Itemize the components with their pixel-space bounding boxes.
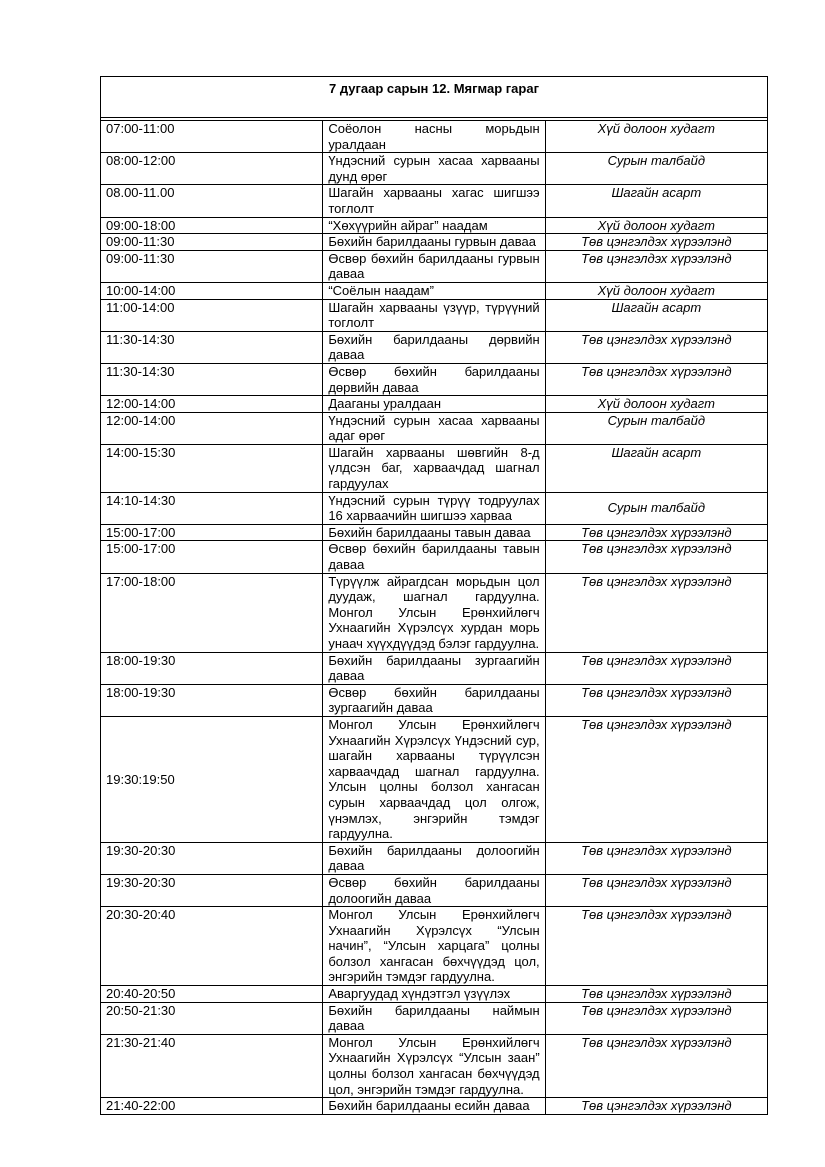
- location-cell: Төв цэнгэлдэх хүрээлэнд: [545, 1002, 767, 1034]
- time-cell: 20:30-20:40: [101, 907, 323, 986]
- time-cell: 10:00-14:00: [101, 282, 323, 299]
- location-cell: Хүй долоон худагт: [545, 396, 767, 413]
- event-cell: Өсвөр бөхийн барилдааны дөрвийн даваа: [323, 363, 545, 395]
- time-cell: 11:00-14:00: [101, 299, 323, 331]
- location-cell: Төв цэнгэлдэх хүрээлэнд: [545, 331, 767, 363]
- schedule-row: [101, 907, 768, 986]
- location-cell: Төв цэнгэлдэх хүрээлэнд: [545, 716, 767, 842]
- schedule-row: [101, 363, 768, 395]
- schedule-row: [101, 121, 768, 153]
- event-cell: Өсвөр бөхийн барилдааны долоогийн даваа: [323, 874, 545, 906]
- time-cell: 20:40-20:50: [101, 986, 323, 1003]
- event-cell: Өсвөр бөхийн барилдааны зургаагийн даваа: [323, 684, 545, 716]
- time-cell: 09:00-11:30: [101, 234, 323, 251]
- location-cell: Төв цэнгэлдэх хүрээлэнд: [545, 250, 767, 282]
- event-cell: Түрүүлж айрагдсан морьдын цол дуудаж, шагнал гардуулна. Монгол Улсын Ерөнхийлөгч Ухнаагийн Хүрэлсүх хурдан морь унаач хүүхдүүдэд бэлэг гардуулна.: [323, 573, 545, 652]
- event-cell: Үндэсний сурын хасаа харвааны дунд өрөг: [323, 153, 545, 185]
- event-cell: Монгол Улсын Ерөнхийлөгч Ухнаагийн Хүрэлсүх “Улсын заан” цолны болзол хангасан бөхчүүдэд цол, энгэрийн тэмдэг гардуулна.: [323, 1034, 545, 1097]
- time-cell: 12:00-14:00: [101, 396, 323, 413]
- time-cell: 09:00-18:00: [101, 217, 323, 234]
- schedule-row: [101, 573, 768, 652]
- location-cell: Төв цэнгэлдэх хүрээлэнд: [545, 1034, 767, 1097]
- event-cell: Бөхийн барилдааны долоогийн даваа: [323, 842, 545, 874]
- time-cell: 11:30-14:30: [101, 331, 323, 363]
- time-cell: 19:30-20:30: [101, 842, 323, 874]
- location-cell: Хүй долоон худагт: [545, 217, 767, 234]
- schedule-row: [101, 541, 768, 573]
- time-cell: 18:00-19:30: [101, 652, 323, 684]
- location-cell: Төв цэнгэлдэх хүрээлэнд: [545, 986, 767, 1003]
- schedule-row: [101, 652, 768, 684]
- time-cell: 21:40-22:00: [101, 1098, 323, 1115]
- schedule-row: [101, 874, 768, 906]
- event-cell: Үндэсний сурын хасаа харвааны адаг өрөг: [323, 412, 545, 444]
- time-cell: 19:30-20:30: [101, 874, 323, 906]
- event-cell: Шагайн харвааны үзүүр, түрүүний тоглолт: [323, 299, 545, 331]
- event-cell: Монгол Улсын Ерөнхийлөгч Ухнаагийн Хүрэлсүх Үндэсний сур, шагайн харвааны түрүүлсэн харваачдад шагнал гардуулна. Улсын цолны болзол хангасан сурын харваачдад цол олгож, үнэмлэх, энгэрийн тэмдэг гардуулна.: [323, 716, 545, 842]
- event-cell: Монгол Улсын Ерөнхийлөгч Ухнаагийн Хүрэлсүх “Улсын начин”, “Улсын харцага” цолны болзол хангасан бөхчүүдэд цол, энгэрийн тэмдэг гардуулна.: [323, 907, 545, 986]
- event-cell: Соёолон насны морьдын уралдаан: [323, 121, 545, 153]
- time-cell: 12:00-14:00: [101, 412, 323, 444]
- location-cell: Төв цэнгэлдэх хүрээлэнд: [545, 842, 767, 874]
- schedule-row: [101, 1098, 768, 1115]
- location-cell: Төв цэнгэлдэх хүрээлэнд: [545, 907, 767, 986]
- event-cell: Бөхийн барилдааны наймын даваа: [323, 1002, 545, 1034]
- schedule-row: [101, 234, 768, 251]
- location-cell: Төв цэнгэлдэх хүрээлэнд: [545, 874, 767, 906]
- location-cell: Шагайн асарт: [545, 185, 767, 217]
- time-cell: 11:30-14:30: [101, 363, 323, 395]
- event-cell: Шагайн харвааны шөвгийн 8-д үлдсэн баг, харваачдад шагнал гардуулах: [323, 444, 545, 492]
- schedule-row: [101, 412, 768, 444]
- time-cell: 20:50-21:30: [101, 1002, 323, 1034]
- schedule-row: [101, 282, 768, 299]
- location-cell: Хүй долоон худагт: [545, 121, 767, 153]
- time-cell: 14:00-15:30: [101, 444, 323, 492]
- event-cell: Бөхийн барилдааны зургаагийн даваа: [323, 652, 545, 684]
- schedule-row: [101, 684, 768, 716]
- schedule-row: [101, 1034, 768, 1097]
- schedule-row: [101, 217, 768, 234]
- schedule-row: [101, 396, 768, 413]
- location-cell: Шагайн асарт: [545, 444, 767, 492]
- event-cell: Үндэсний сурын түрүү тодруулах 16 харваачийн шигшээ харваа: [323, 492, 545, 524]
- schedule-row: [101, 1002, 768, 1034]
- heading-row: [101, 77, 768, 118]
- time-cell: 15:00-17:00: [101, 524, 323, 541]
- schedule-row: [101, 524, 768, 541]
- event-cell: Өсвөр бөхийн барилдааны гурвын даваа: [323, 250, 545, 282]
- time-cell: 19:30:19:50: [101, 716, 323, 842]
- location-cell: Хүй долоон худагт: [545, 282, 767, 299]
- schedule-page: [100, 76, 768, 1115]
- location-cell: Төв цэнгэлдэх хүрээлэнд: [545, 541, 767, 573]
- time-cell: 08.00-11.00: [101, 185, 323, 217]
- schedule-table: [100, 76, 768, 1115]
- event-cell: Өсвөр бөхийн барилдааны тавын даваа: [323, 541, 545, 573]
- time-cell: 18:00-19:30: [101, 684, 323, 716]
- event-cell: Бөхийн барилдааны гурвын даваа: [323, 234, 545, 251]
- time-cell: 09:00-11:30: [101, 250, 323, 282]
- location-cell: Төв цэнгэлдэх хүрээлэнд: [545, 524, 767, 541]
- schedule-row: [101, 842, 768, 874]
- schedule-row: [101, 250, 768, 282]
- location-cell: Сурын талбайд: [545, 153, 767, 185]
- location-cell: Төв цэнгэлдэх хүрээлэнд: [545, 652, 767, 684]
- event-cell: “Соёлын наадам”: [323, 282, 545, 299]
- location-cell: Сурын талбайд: [545, 412, 767, 444]
- schedule-row: [101, 185, 768, 217]
- time-cell: 07:00-11:00: [101, 121, 323, 153]
- schedule-row: [101, 153, 768, 185]
- event-cell: Бөхийн барилдааны дөрвийн даваа: [323, 331, 545, 363]
- schedule-row: [101, 716, 768, 842]
- time-cell: 17:00-18:00: [101, 573, 323, 652]
- location-cell: Сурын талбайд: [545, 492, 767, 524]
- event-cell: Шагайн харвааны хагас шигшээ тоглолт: [323, 185, 545, 217]
- day-heading: 7 дугаар сарын 12. Мягмар гараг: [101, 77, 768, 118]
- location-cell: Төв цэнгэлдэх хүрээлэнд: [545, 363, 767, 395]
- event-cell: Бөхийн барилдааны тавын даваа: [323, 524, 545, 541]
- schedule-row: [101, 444, 768, 492]
- schedule-row: [101, 299, 768, 331]
- time-cell: 14:10-14:30: [101, 492, 323, 524]
- location-cell: Төв цэнгэлдэх хүрээлэнд: [545, 234, 767, 251]
- location-cell: Төв цэнгэлдэх хүрээлэнд: [545, 573, 767, 652]
- location-cell: Шагайн асарт: [545, 299, 767, 331]
- schedule-row: [101, 986, 768, 1003]
- event-cell: Бөхийн барилдааны есийн даваа: [323, 1098, 545, 1115]
- time-cell: 15:00-17:00: [101, 541, 323, 573]
- event-cell: Аваргуудад хүндэтгэл үзүүлэх: [323, 986, 545, 1003]
- location-cell: Төв цэнгэлдэх хүрээлэнд: [545, 684, 767, 716]
- schedule-row: [101, 492, 768, 524]
- event-cell: Дааганы уралдаан: [323, 396, 545, 413]
- event-cell: “Хөхүүрийн айраг” наадам: [323, 217, 545, 234]
- schedule-row: [101, 331, 768, 363]
- time-cell: 08:00-12:00: [101, 153, 323, 185]
- location-cell: Төв цэнгэлдэх хүрээлэнд: [545, 1098, 767, 1115]
- time-cell: 21:30-21:40: [101, 1034, 323, 1097]
